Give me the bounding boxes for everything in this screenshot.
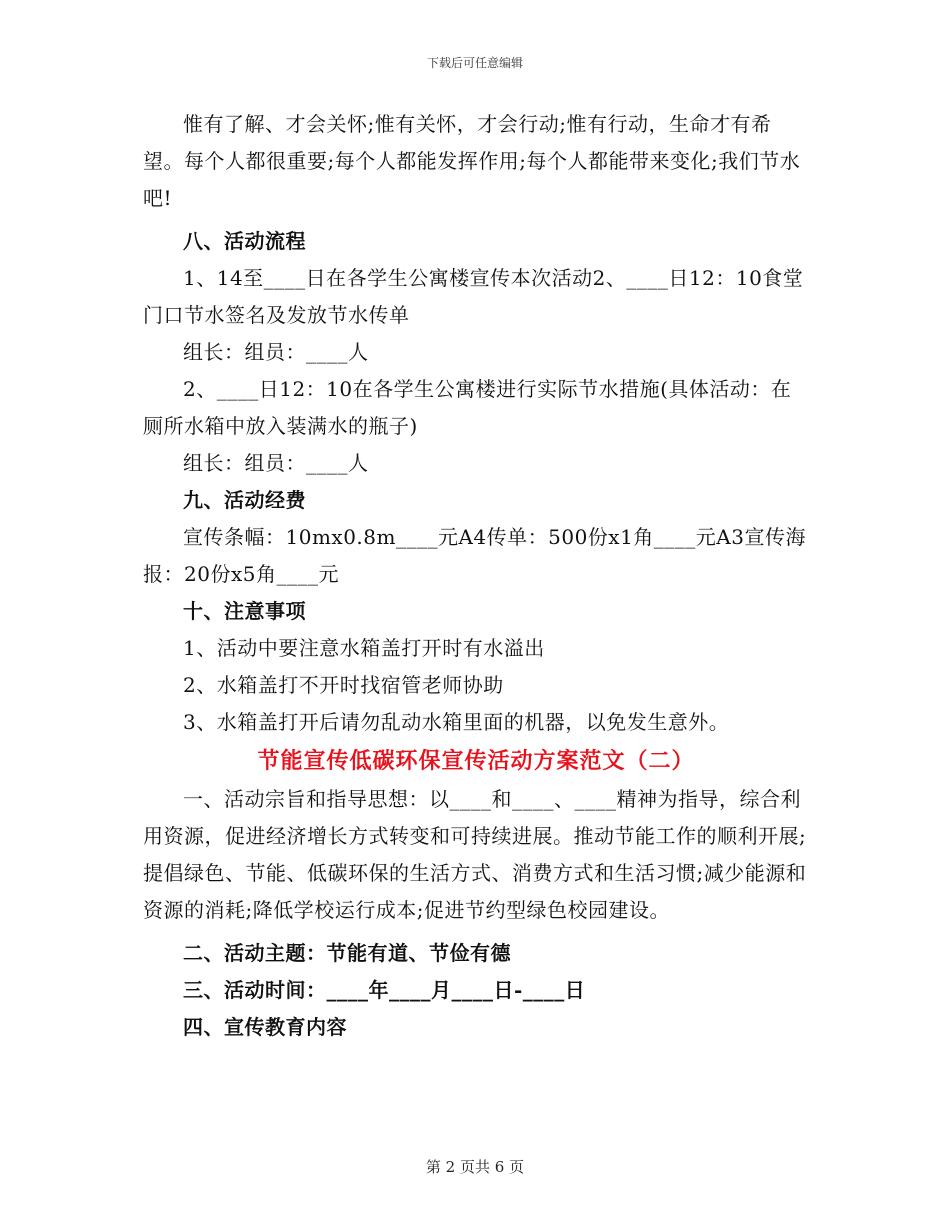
paragraph-budget: 宣传条幅：10mx0.8m____元A4传单：500份x1角____元A3宣传海报：20份x5角____元 [143, 525, 806, 586]
heading-notes: 十、注意事项 [183, 599, 306, 623]
heading-education-content: 四、宣传教育内容 [183, 1015, 347, 1039]
heading-activity-process: 八、活动流程 [183, 229, 306, 253]
paragraph-intro: 惟有了解、才会关怀;惟有关怀，才会行动;惟有行动，生命才有希望。每个人都很重要;每个人都能发挥作用;每个人都能带来变化;我们节水吧! [143, 112, 801, 210]
heading-theme: 二、活动主题：节能有道、节俭有德 [183, 941, 511, 965]
paragraph-purpose: 一、活动宗旨和指导思想：以____和____、____精神为指导，综合利用资源，促进经济增长方式转变和可持续进展。推动节能工作的顺利开展;提倡绿色、节能、低碳环保的生活方式、消费方式和生活习惯;减少能源和资源的消耗;降低学校运行成本;促进节约型绿色校园建设。 [143, 787, 807, 922]
paragraph-group-1: 组长：组员：____人 [183, 340, 369, 364]
page-footer: 第 2 页共 6 页 [425, 1158, 525, 1176]
paragraph-process-2: 2、____日12：10在各学生公寓楼进行实际节水措施(具体活动：在厕所水箱中放入装满水的瓶子) [143, 377, 792, 438]
paragraph-note-1: 1、活动中要注意水箱盖打开时有水溢出 [183, 636, 545, 660]
paragraph-process-1: 1、14至____日在各学生公寓楼宣传本次活动2、____日12：10食堂门口节水签名及发放节水传单 [143, 266, 804, 327]
paragraph-group-2: 组长：组员：____人 [183, 451, 369, 475]
paragraph-note-3: 3、水箱盖打开后请勿乱动水箱里面的机器，以免发生意外。 [183, 710, 730, 734]
paragraph-note-2: 2、水箱盖打不开时找宿管老师协助 [183, 673, 504, 697]
page-header: 下载后可任意编辑 [426, 56, 523, 70]
section-title: 节能宣传低碳环保宣传活动方案范文（二） [257, 748, 695, 774]
heading-activity-budget: 九、活动经费 [183, 488, 306, 512]
document-body [143, 106, 809, 1046]
heading-time: 三、活动时间：____年____月____日-____日 [183, 978, 586, 1002]
